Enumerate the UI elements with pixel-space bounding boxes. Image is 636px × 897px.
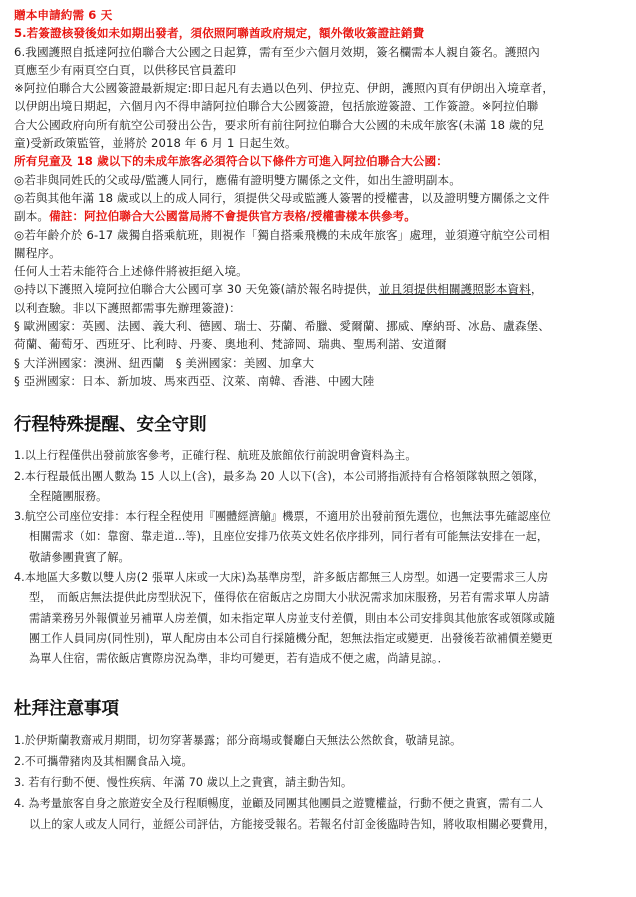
minor-conditions-heading: 所有兒童及 18 歲以下的未成年旅客必須符合以下條件方可進入阿拉伯聯合大公國： [14, 154, 448, 169]
visa-free-text: ◎持以下護照入境阿拉伯聯合大公國可享 30 天免簽(請於報名時提供， [14, 282, 379, 297]
dubai-notes-heading: 杜拜注意事項 [14, 698, 119, 719]
oceania-america-countries: § 大洋洲國家：澳洲、紐西蘭 § 美洲國家：美國、加拿大 [14, 355, 315, 370]
list-item: 4.本地區大多數以雙人房(2 張單人床或一大床)為基準房型，許多飯店都無三人房型。如遇一定要需求三人房 [14, 571, 549, 585]
visa-rule-note-cont: 以伊朗出境日期起，六個月內不得申請阿拉伯聯合大公國簽證，包括旅遊簽證、工作簽證。※阿拉伯聯 [14, 99, 539, 114]
list-item: 3.航空公司座位安排：本行程全程使用『團體經濟艙』機票，不適用於出發前預先選位，也無法事先確認座位 [14, 510, 551, 524]
list-item-cont: 型， 而飯店無法提供此房型狀況下，僅得依在宿飯店之房間大小狀況需求加床服務，另若有需求單人房請 [29, 591, 550, 605]
visa-free-note [14, 280, 624, 298]
europe-countries-cont: 荷蘭、葡萄牙、西班牙、比利時、丹麥、奧地利、梵諦岡、瑞典、聖馬利諾、安道爾 [14, 337, 447, 352]
visa-rule-note: ※阿拉伯聯合大公國簽證最新規定:即日起凡有去過以色列、伊拉克、伊朗，護照內頁有伊朗出入境章者， [14, 81, 555, 96]
visa-cancellation-fee-note: 5.若簽證核發後如未如期出發者，須依照阿聯酋政府規定，額外徵收簽證註銷費 [14, 26, 425, 41]
list-item-cont: 需請業務另外報價並另補單人房差價，如未指定單人房並支付差價，則由本公司安排與其他旅客或領隊或隨 [29, 611, 556, 625]
passport-validity-note: 6.我國護照自抵達阿拉伯聯合大公國之日起算，需有至少六個月效期，簽名欄需本人親自簽名。護照內 [14, 44, 540, 59]
visa-notes [14, 6, 624, 390]
visa-processing-time: 贈本申請約需 6 天 [14, 8, 113, 22]
list-item: 1.以上行程僅供出發前旅客參考，正確行程、航班及旅館依行前說明會資料為主。 [14, 449, 417, 463]
minor-condition-adult: ◎若與其他年滿 18 歲或以上的成人同行，須提供父母或監護人簽署的授權書，以及證明雙方關係之文件 [14, 190, 550, 205]
europe-countries: § 歐洲國家：英國、法國、義大利、德國、瑞士、芬蘭、希臘、愛爾蘭、挪威、摩納哥、冰島、盧森堡、 [14, 319, 550, 334]
list-item-cont: 全程隨團服務。 [29, 489, 108, 503]
minor-condition-solo-cont: 關程序。 [14, 245, 61, 260]
list-item-cont: 以上的家人或友人同行，並經公司評估，方能接受報名。若報名付訂金後臨時告知，將收取相關必要費用， [29, 817, 556, 831]
minor-condition-solo: ◎若年齡介於 6-17 歲獨自搭乘航班，則視作「獨自搭乘飛機的未成年旅客」處理，並須遵守航空公司相 [14, 227, 550, 242]
remark-note: 備註：阿拉伯聯合大公國當局將不會提供官方表格/授權書樣本供參考。 [49, 209, 416, 224]
minor-policy-note-cont: 童)受新政策監管，並將於 2018 年 6 月 1 日起生效。 [14, 136, 297, 151]
list-item-cont: 為單人住宿，需依飯店實際房況為準，非均可變更，若有造成不便之處，尚請見諒。． [29, 652, 449, 666]
minor-condition-adult-cont [14, 207, 624, 225]
list-item: 4. 為考量旅客自身之旅遊安全及行程順暢度，並顧及同團其他團員之遊覽權益，行動不便之貴賓，需有二人 [14, 796, 544, 810]
list-item: 2.本行程最低出團人數為 15 人以上(含)，最多為 20 人以下(含)，本公司將指派持有合格領隊執照之領隊， [14, 469, 545, 483]
passport-copy-requirement: 並且須提供相關護照影本資料 [378, 282, 531, 297]
list-item-cont: 敬請參團貴賓了解。 [29, 550, 130, 564]
passport-validity-note-cont: 頁應至少有兩頁空白頁，以供移民官員蓋印 [14, 62, 237, 77]
comma-text: ， [530, 282, 543, 297]
list-item-cont: 團工作人員同房(同性別)，單人配房由本公司自行採隨機分配，恕無法指定或變更．出發後若欲補價差變更 [29, 631, 553, 645]
list-item: 3. 若有行動不便、慢性疾病、年滿 70 歲以上之貴賓，請主動告知。 [14, 775, 353, 789]
dubai-notes-list [14, 730, 624, 835]
minor-policy-note: 合大公國政府向所有航空公司發出公告，要求所有前往阿拉伯聯合大公國的未成年旅客(未滿 18 歲的兒 [14, 117, 544, 132]
list-item-cont: 相關需求（如：靠窗、靠走道...等)，且座位安排乃依英文姓名依序排列，同行者有可能無法安排在一起， [29, 530, 549, 544]
travel-reminders-list [14, 446, 624, 669]
entry-denied-note: 任何人士若未能符合上述條件將被拒絕入境。 [14, 264, 248, 279]
travel-reminders-heading: 行程特殊提醒、安全守則 [14, 415, 207, 436]
list-item: 2.不可攜帶豬肉及其相關食品入境。 [14, 754, 193, 768]
copy-text: 副本。 [14, 209, 50, 224]
asia-countries: § 亞洲國家：日本、新加坡、馬來西亞、汶萊、南韓、香港、中國大陸 [14, 373, 375, 388]
minor-condition-parent: ◎若非與同姓氏的父或母/監護人同行，應備有證明雙方關係之文件，如出生證明副本。 [14, 172, 461, 187]
visa-free-note-cont: 以利查驗。非以下護照都需事先辦理簽證)： [14, 300, 241, 315]
list-item: 1.於伊斯蘭教齋戒月期間，切勿穿著暴露；部分商場或餐廳白天無法公然飲食，敬請見諒。 [14, 733, 462, 747]
